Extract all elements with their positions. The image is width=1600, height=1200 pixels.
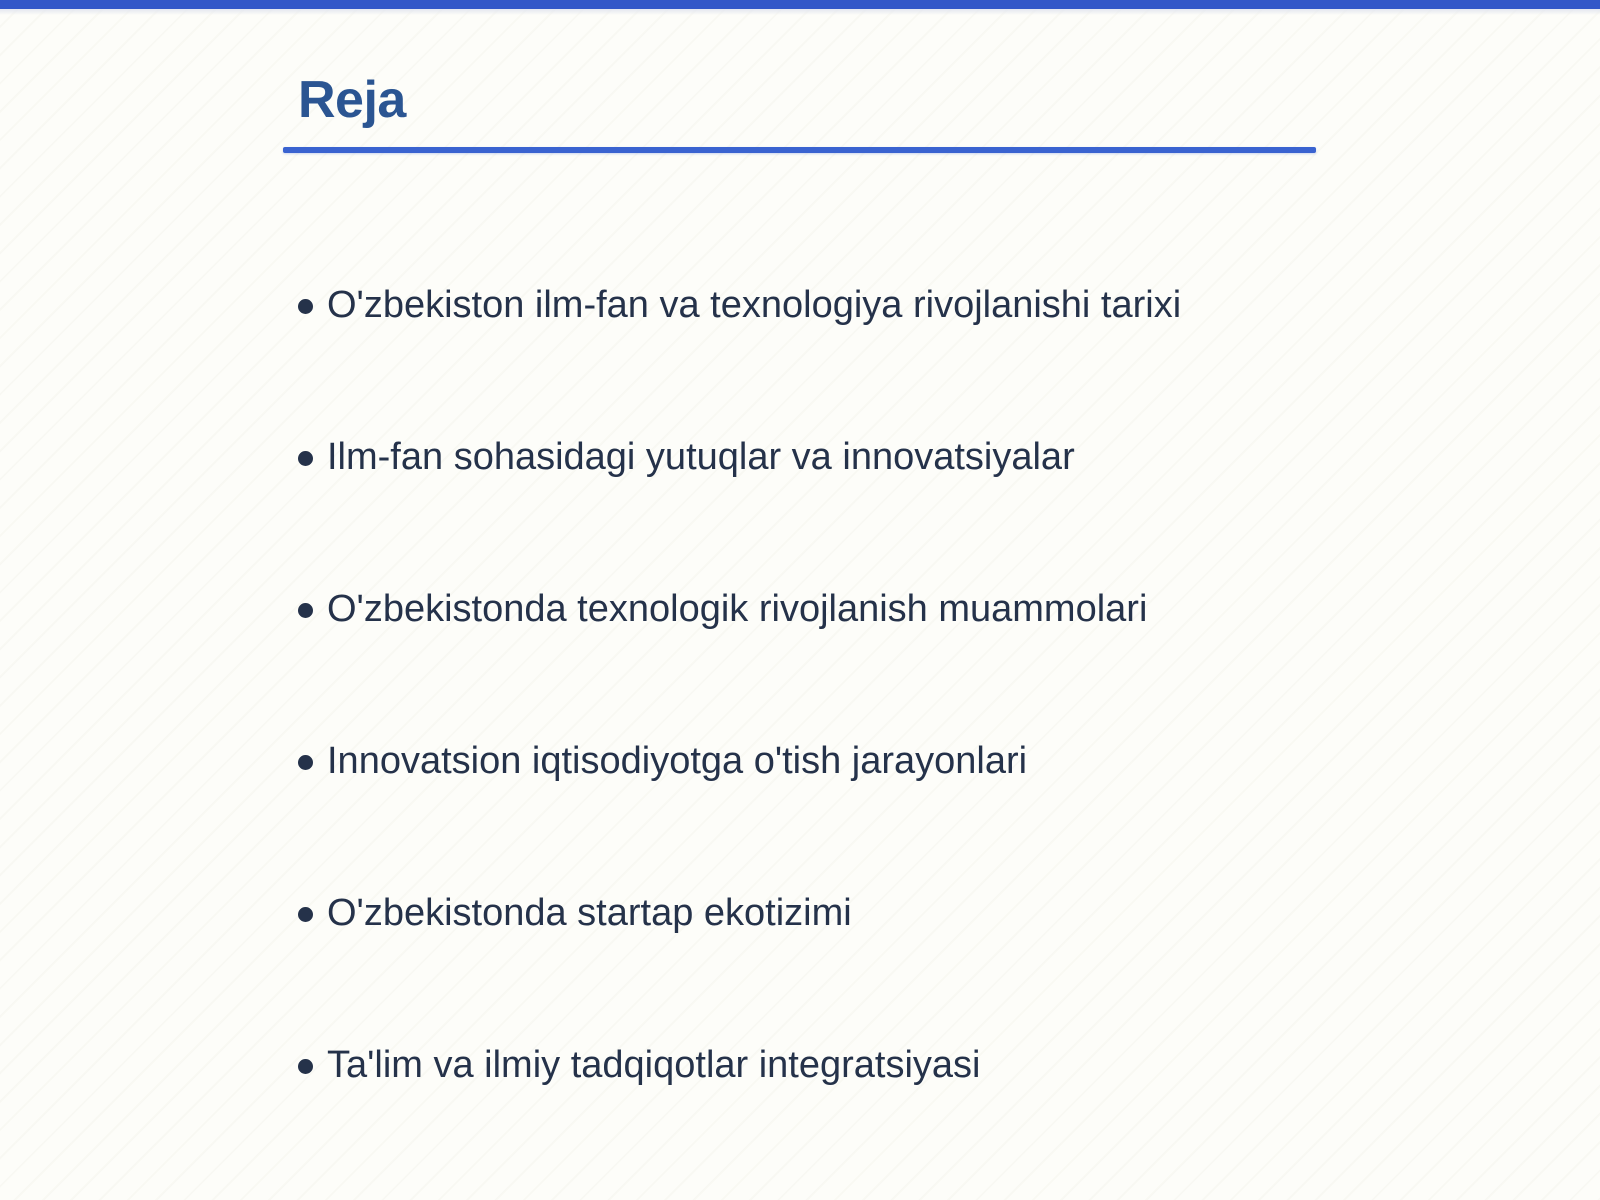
agenda-item-text: Ilm-fan sohasidagi yutuqlar va innovatsiyalar [327, 436, 1075, 478]
agenda-item-text: O'zbekistonda texnologik rivojlanish muammolari [327, 588, 1148, 630]
agenda-item-text: O'zbekistonda startap ekotizimi [327, 892, 852, 934]
bullet-icon [298, 755, 313, 770]
agenda-item-text: O'zbekiston ilm-fan va texnologiya rivojlanishi tarixi [327, 284, 1182, 326]
agenda-item [298, 428, 1181, 580]
agenda-item [298, 276, 1181, 428]
bullet-icon [298, 451, 313, 466]
top-bar-shadow [0, 9, 1600, 15]
bullet-icon [298, 603, 313, 618]
bullet-icon [298, 299, 313, 314]
bullet-icon [298, 1059, 313, 1074]
title-underline [283, 147, 1316, 153]
agenda-item [298, 732, 1181, 884]
agenda-list [298, 276, 1181, 1188]
agenda-item [298, 884, 1181, 1036]
agenda-item-text: Ta'lim va ilmiy tadqiqotlar integratsiyasi [327, 1044, 981, 1086]
slide-title: Reja [298, 71, 406, 129]
agenda-item [298, 580, 1181, 732]
top-accent-bar [0, 0, 1600, 9]
agenda-item-text: Innovatsion iqtisodiyotga o'tish jarayonlari [327, 740, 1028, 782]
bullet-icon [298, 907, 313, 922]
agenda-item [298, 1036, 1181, 1188]
